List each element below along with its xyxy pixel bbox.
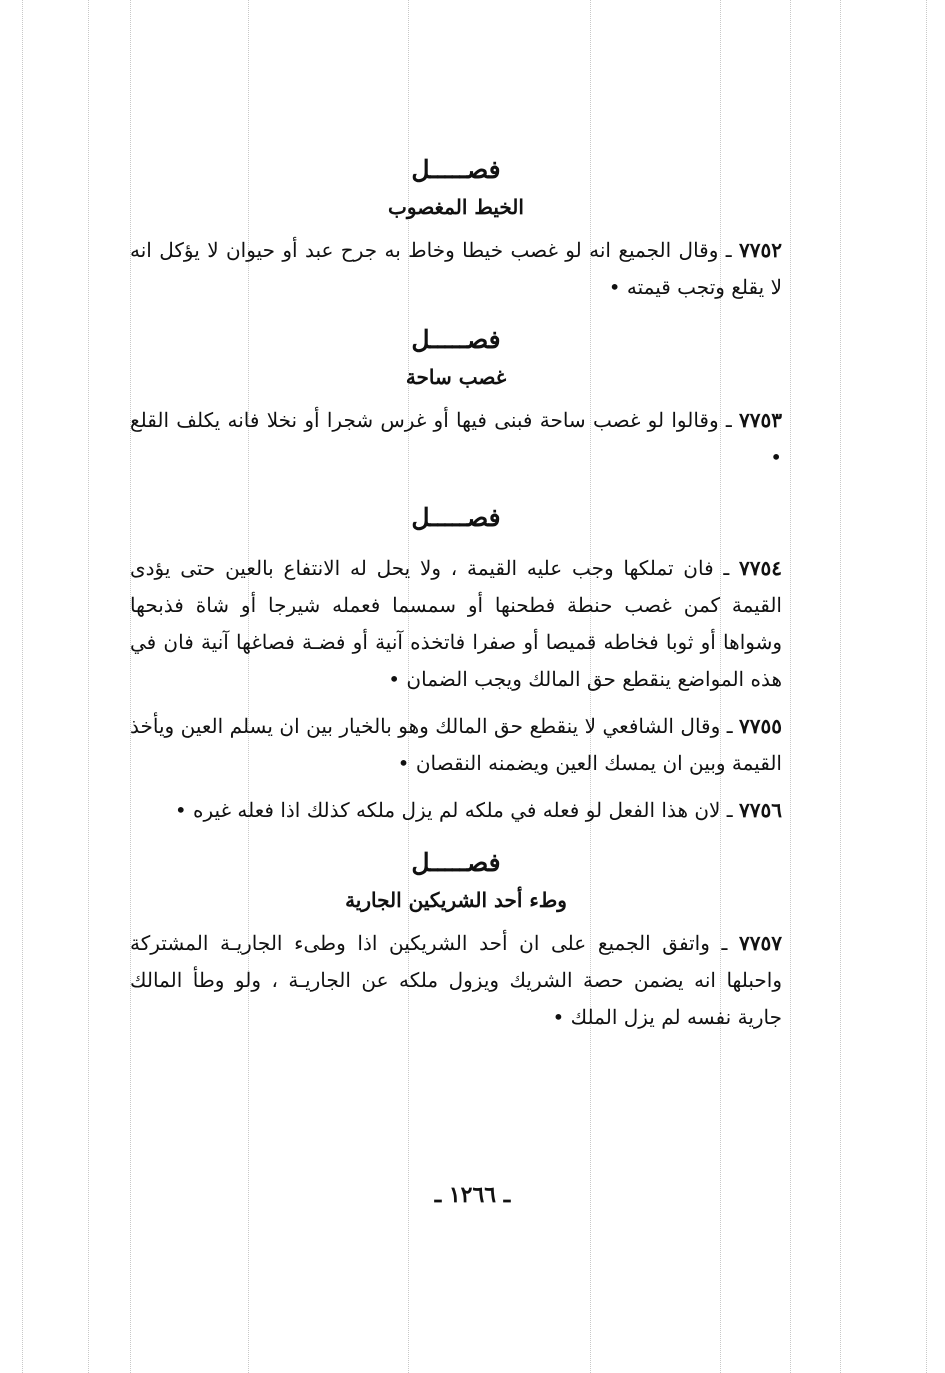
paragraph (130, 232, 782, 306)
section-title: غصب ساحة (405, 365, 507, 389)
page-number: ـ ١٢٦٦ ـ (434, 1182, 511, 1208)
paragraph (130, 708, 782, 782)
paragraph-number: ٧٧٥٧ (739, 931, 782, 955)
section-title: وطء أحد الشريكين الجارية (345, 888, 567, 912)
scan-guide-line (790, 0, 791, 1373)
paragraph-number: ٧٧٥٤ (739, 556, 782, 580)
paragraph-text: ـ واتفق الجميع على ان أحد الشريكين اذا وطىء الجاريـة المشتركة واحبلها انه يضمن حصة الشريك ويزول ملكه عن الجاريـة ، ولو وطأ المالك جارية نفسه لم يزل الملك • (130, 931, 782, 1029)
section-heading: فصـــــل (411, 503, 501, 532)
section-heading: فصـــــل (411, 848, 501, 877)
paragraph-number: ٧٧٥٦ (739, 798, 782, 822)
paragraph-text: ـ وقال الشافعي لا ينقطع حق المالك وهو بالخيار بين ان يسلم العين ويأخذ القيمة وبين ان يمسك العين ويضمنه النقصان • (130, 714, 782, 775)
section-heading: فصـــــل (411, 155, 501, 184)
paragraph (130, 550, 782, 698)
page-body (130, 150, 782, 1040)
scan-guide-line (926, 0, 927, 1373)
paragraph-text: ـ وقال الجميع انه لو غصب خيطا وخاط به جرح عبد أو حيوان لا يؤكل انه لا يقلع وتجب قيمته • (130, 238, 782, 299)
paragraph (130, 792, 782, 829)
paragraph-text: ـ فان تملكها وجب عليه القيمة ، ولا يحل له الانتفاع بالعين حتى يؤدى القيمة كمن غصب حنطة فطحنها أو سمسما فعمله شيرجا أو شاة فذبحها وشواها أو ثوبا فخاطه قميصا أو صفرا فاتخذه آنية أو فضـة فصاغها آنية فان في هذه المواضع ينقطع حق المالك ويجب الضمان • (130, 556, 782, 691)
section (130, 150, 782, 306)
section (130, 843, 782, 1036)
paragraph-number: ٧٧٥٢ (739, 238, 782, 262)
section (130, 320, 782, 476)
paragraph-number: ٧٧٥٣ (739, 408, 782, 432)
section-heading: فصـــــل (411, 325, 501, 354)
scan-guide-line (88, 0, 89, 1373)
paragraph-number: ٧٧٥٥ (739, 714, 782, 738)
paragraph (130, 402, 782, 476)
paragraph (130, 925, 782, 1036)
paragraph-text: ـ وقالوا لو غصب ساحة فبنى فيها أو غرس شجرا أو نخلا فانه يكلف القلع • (130, 408, 782, 469)
section-title: الخيط المغصوب (388, 195, 524, 219)
scan-guide-line (840, 0, 841, 1373)
paragraph-text: ـ لان هذا الفعل لو فعله في ملكه لم يزل ملكه كذلك اذا فعله غيره • (174, 798, 740, 822)
section (130, 498, 782, 829)
scan-guide-line (22, 0, 23, 1373)
